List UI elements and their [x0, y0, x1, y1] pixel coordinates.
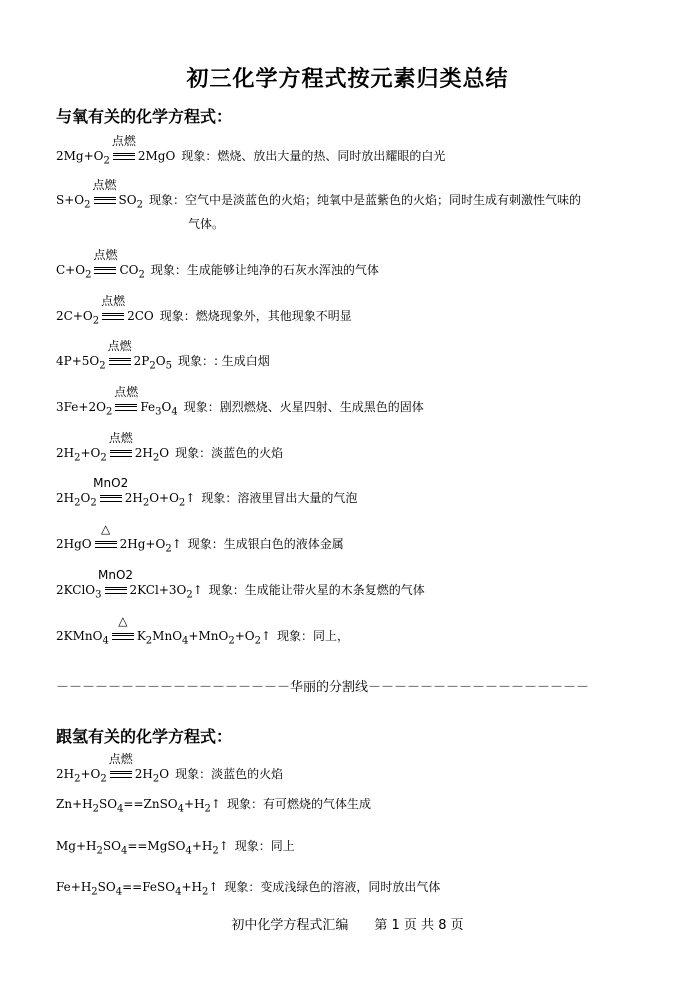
observation-continuation: 气体。	[188, 217, 225, 231]
reaction-equals-sign	[95, 541, 117, 548]
reaction-equals-sign	[110, 771, 132, 778]
reaction-equals-sign	[94, 267, 116, 274]
reaction-equals-sign	[115, 404, 137, 411]
reaction-equals-sign	[110, 450, 132, 457]
gas-arrow-icon: ↑	[192, 583, 203, 597]
reaction-equals-sign	[113, 153, 135, 160]
gas-arrow-icon: ↑	[171, 537, 182, 551]
equation-row: $Fe+H_2SO_4==FeSO_4+H_2↑$ 现象：变成浅绿色的溶液，同时放出气体	[56, 880, 441, 898]
equation-row: 2KMnO$_4$ △ $K_2MnO_4+MnO_2+O_2↑$ 现象：同上，	[56, 614, 350, 647]
equation-row: $3Fe+2O_2$ 点燃 $Fe_3O_4$ 现象：剧烈燃烧、火星四射、生成黑色的固体	[56, 385, 424, 418]
gas-arrow-icon: ↑	[185, 491, 196, 505]
equation-row: $2H_2O_2$ MnO2 $2H_2O+O_2↑$ 现象：溶液里冒出大量的气泡	[56, 476, 358, 509]
equation-row: $4P+5O_2$ 点燃 $2P_2O_5$ 现象：: 生成白烟	[56, 339, 270, 372]
page-title: 初三化学方程式按元素归类总结	[186, 67, 509, 92]
gas-arrow-icon: ↑	[260, 629, 272, 643]
gas-arrow-icon: ↑	[218, 839, 229, 853]
reaction-equals-sign	[112, 633, 134, 640]
equation-row: $2H_2+O_2$ 点燃 $2H_2O$ 现象：淡蓝色的火焰	[56, 431, 284, 464]
reaction-equals-sign	[105, 587, 127, 594]
equation-row: $C+O_2$ 点燃 $CO_2$ 现象：生成能够让纯净的石灰水浑浊的气体	[56, 248, 379, 281]
equation-row: $Zn+H_2SO_4==ZnSO_4+H_2↑$ 现象：有可燃烧的气体生成	[56, 797, 371, 815]
equation-row: $2Mg+O_2$ 点燃 2MgO 现象：燃烧、放出大量的热、同时放出耀眼的白光	[56, 134, 446, 167]
equation-row: $S+O_2$ 点燃 $SO_2$ 现象：空气中是淡蓝色的火焰；纯氧中是蓝紫色的火焰；同时生成有刺激性气味的 气体。	[56, 178, 581, 231]
section-heading-oxygen: 与氧有关的化学方程式：	[56, 107, 233, 126]
reaction-equals-sign	[94, 197, 116, 204]
equation-row: $Mg+H_2SO_4==MgSO_4+H_2↑$ 现象：同上	[56, 839, 295, 857]
equation-row: $2H_2+O_2$ 点燃 $2H_2O$ 现象：淡蓝色的火焰	[56, 752, 284, 785]
page-footer: 初中化学方程式汇编 第 1 页 共 8 页	[231, 918, 464, 933]
reaction-equals-sign	[100, 495, 122, 502]
reaction-equals-sign	[109, 358, 131, 365]
equation-row: $2C+O_2$ 点燃 2CO 现象：燃烧现象外，其他现象不明显	[56, 294, 352, 327]
equation-row: 2KClO$_3$ MnO2 $2KCl+3O_2↑$ 现象：生成能让带火星的木条复燃的气体	[56, 568, 425, 601]
reaction-equals-sign	[102, 313, 124, 320]
section-heading-hydrogen: 跟氢有关的化学方程式：	[56, 727, 233, 746]
section-divider: －－－－－－－－－－－－－－－－－－华丽的分割线－－－－－－－－－－－－－－－－－	[56, 680, 590, 695]
gas-arrow-icon: ↑	[210, 797, 221, 811]
equation-row: 2HgO △ $2Hg+O_2↑$ 现象：生成银白色的液体金属	[56, 522, 344, 555]
gas-arrow-icon: ↑	[208, 880, 219, 894]
